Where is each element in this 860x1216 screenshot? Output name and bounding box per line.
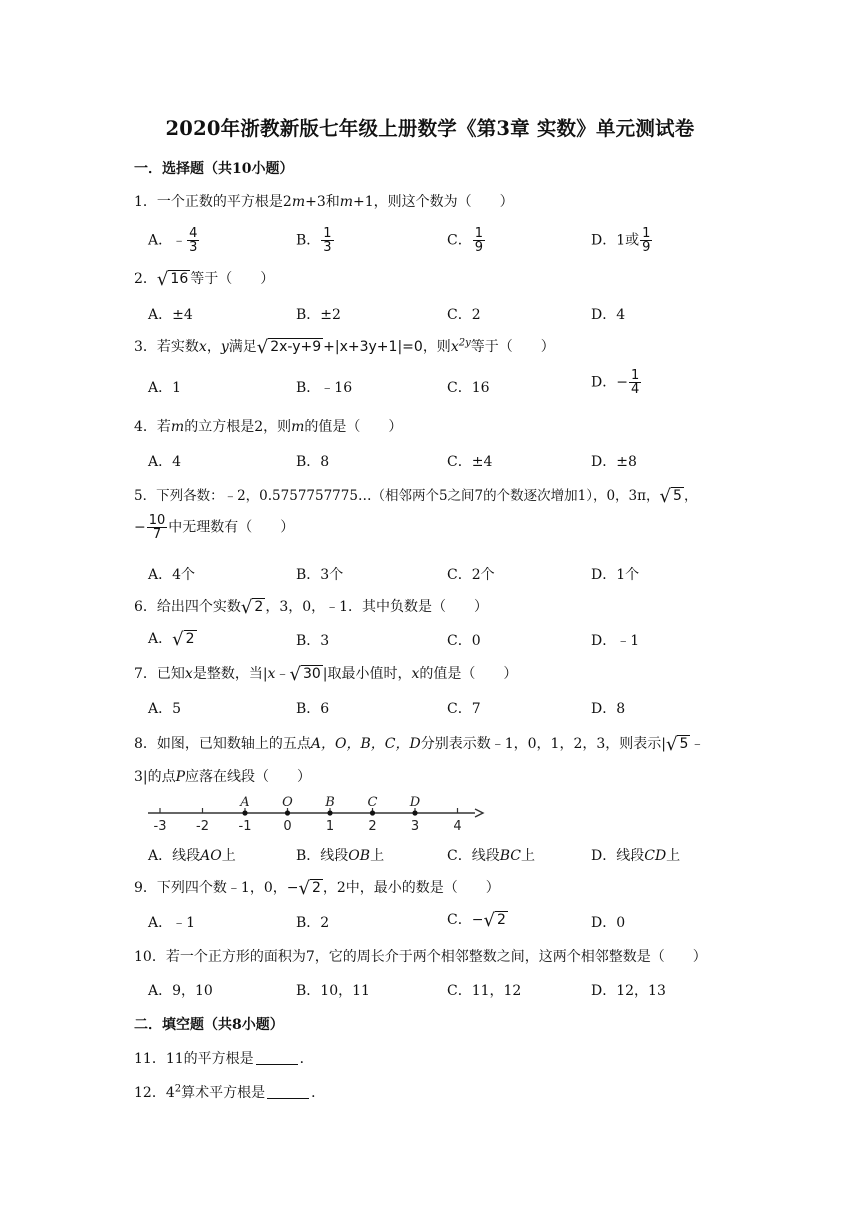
q9-option-b: B．2 — [296, 915, 330, 931]
q4-option-d: D．±8 — [591, 454, 637, 470]
question-9: 9．下列四个数﹣1，0，−√ 2 ，2中，最小的数是（ ） — [134, 877, 500, 899]
q6-option-a: A．√ 2 — [148, 628, 195, 650]
fraction: $\frac{1}{4}$ — [630, 368, 640, 397]
q1-option-d: D．1或 $\frac{1}{9}$ — [591, 226, 651, 255]
question-3: 3．若实数x，y满足√ 2x-y+9 +|x+3y+1|=0，则$x^{2y}$等于（ ） — [134, 336, 555, 358]
sqrt-expression: √ 5 — [659, 486, 682, 507]
axis-point-label: D — [409, 795, 421, 810]
axis-point-label: A — [240, 795, 250, 810]
q7-option-c: C．7 — [447, 701, 481, 717]
fraction: $\frac{10}{7}$ — [148, 513, 166, 542]
question-5-line-2: − $\frac{10}{7}$ 中无理数有（ ） — [134, 513, 295, 542]
q3-option-a: A．1 — [148, 380, 182, 396]
axis-tick-label: 0 — [283, 819, 292, 834]
question-8-line-2: 3|的点P应落在线段（ ） — [134, 769, 312, 785]
axis-point — [370, 810, 375, 815]
q8-option-d: D．线段CD上 — [591, 848, 681, 864]
q1-option-a: A．﹣ $\frac{4}{3}$ — [148, 226, 198, 255]
fraction: $\frac{1}{3}$ — [323, 226, 332, 255]
q5-option-d: D．1个 — [591, 567, 640, 583]
axis-arrow-icon — [475, 809, 483, 817]
axis-tick-label: -3 — [153, 819, 167, 834]
section-heading-fill: 二．填空题（共8小题） — [134, 1017, 284, 1033]
q10-option-d: D．12，13 — [591, 983, 666, 999]
q6-option-b: B．3 — [296, 633, 330, 649]
q9-option-d: D．0 — [591, 915, 626, 931]
question-6: 6．给出四个实数√ 2 ，3，0，﹣1．其中负数是（ ） — [134, 596, 489, 618]
q6-option-c: C．0 — [447, 633, 481, 649]
q9-option-a: A．﹣1 — [148, 915, 196, 931]
sqrt-expression: √ 2 — [172, 628, 195, 650]
axis-point-label: B — [325, 795, 335, 810]
q6-option-d: D．﹣1 — [591, 633, 640, 649]
q8-option-a: A．线段AO上 — [148, 848, 236, 864]
q3-option-b: B．﹣16 — [296, 380, 353, 396]
answer-blank — [267, 1098, 309, 1099]
q2-option-a: A．±4 — [148, 307, 193, 323]
q4-option-b: B．8 — [296, 454, 330, 470]
q8-option-c: C．线段BC上 — [447, 848, 535, 864]
q10-option-b: B．10，11 — [296, 983, 370, 999]
q7-option-b: B．6 — [296, 701, 330, 717]
axis-tick-label: -2 — [196, 819, 209, 834]
q5-option-b: B．3个 — [296, 567, 344, 583]
q10-option-c: C．11，12 — [447, 983, 522, 999]
question-4: 4．若m的立方根是2，则m的值是（ ） — [134, 419, 403, 435]
q7-option-d: D．8 — [591, 701, 626, 717]
axis-point — [285, 810, 290, 815]
axis-tick-label: 3 — [410, 819, 420, 834]
fraction: $\frac{1}{9}$ — [642, 226, 651, 255]
section-heading-choice: 一．选择题（共10小题） — [134, 161, 294, 177]
q8-option-b: B．线段OB上 — [296, 848, 385, 864]
q2-option-c: C．2 — [447, 307, 481, 323]
axis-point-label: C — [367, 795, 378, 810]
answer-blank — [256, 1064, 298, 1065]
q1-option-c: C． $\frac{1}{9}$ — [447, 226, 483, 255]
sqrt-expression: √ 30 — [289, 663, 321, 685]
axis-point — [412, 810, 417, 815]
q4-option-a: A．4 — [148, 454, 182, 470]
page-title: 2020年浙教新版七年级上册数学《第3章 实数》单元测试卷 — [165, 117, 695, 140]
axis-tick-label: -1 — [238, 819, 252, 834]
q2-option-b: B．±2 — [296, 307, 341, 323]
axis-tick-label: 4 — [453, 819, 462, 834]
axis-point-label: O — [282, 795, 293, 810]
sqrt-expression: √ 5 — [666, 733, 689, 755]
q10-option-a: A．9，10 — [148, 983, 213, 999]
sqrt-expression: √ 2 — [483, 909, 506, 931]
q3-option-c: C．16 — [447, 380, 490, 396]
question-1: 1．一个正数的平方根是2m+3和m+1，则这个数为（ ） — [134, 194, 514, 210]
q2-option-d: D．4 — [591, 307, 626, 323]
axis-point — [327, 810, 332, 815]
question-11: 11．11的平方根是 ． — [134, 1051, 314, 1067]
question-5: 5．下列各数：﹣2，0.5757757775…（相邻两个5之间7的个数逐次增加1），0，3π，√ 5 ， — [134, 486, 698, 507]
q3-option-d: D．− $\frac{1}{4}$ — [591, 368, 640, 397]
axis-tick-label: 1 — [325, 819, 335, 834]
question-12: 12．$4^2$算术平方根是 ． — [134, 1083, 326, 1101]
axis-tick-label: 2 — [368, 819, 377, 834]
q4-option-c: C．±4 — [447, 454, 493, 470]
sqrt-expression: √ 2x-y+9 — [256, 336, 322, 358]
question-8: 8．如图，已知数轴上的五点A，O，B，C，D分别表示数﹣1，0，1，2，3，则表示|√ 5 ﹣ — [134, 733, 705, 755]
q7-option-a: A．5 — [148, 701, 182, 717]
number-line-figure — [140, 792, 485, 834]
fraction: $\frac{1}{9}$ — [474, 226, 483, 255]
axis-point — [242, 810, 247, 815]
sqrt-expression: √ 16 — [156, 268, 189, 290]
question-10: 10．若一个正方形的面积为7，它的周长介于两个相邻整数之间，这两个相邻整数是（ ） — [134, 949, 707, 965]
sqrt-expression: √ 2 — [240, 596, 264, 618]
q1-option-b: B． $\frac{1}{3}$ — [296, 226, 332, 255]
fraction: $\frac{4}{3}$ — [189, 226, 198, 255]
q9-option-c: C．−√ 2 — [447, 909, 506, 931]
q5-option-c: C．2个 — [447, 567, 495, 583]
sqrt-expression: √ 2 — [298, 877, 321, 899]
q5-option-a: A．4个 — [148, 567, 196, 583]
question-2: 2．√ 16 等于（ ） — [134, 268, 275, 290]
question-7: 7．已知x是整数，当|x﹣√ 30 |取最小值时，x的值是（ ） — [134, 663, 518, 685]
